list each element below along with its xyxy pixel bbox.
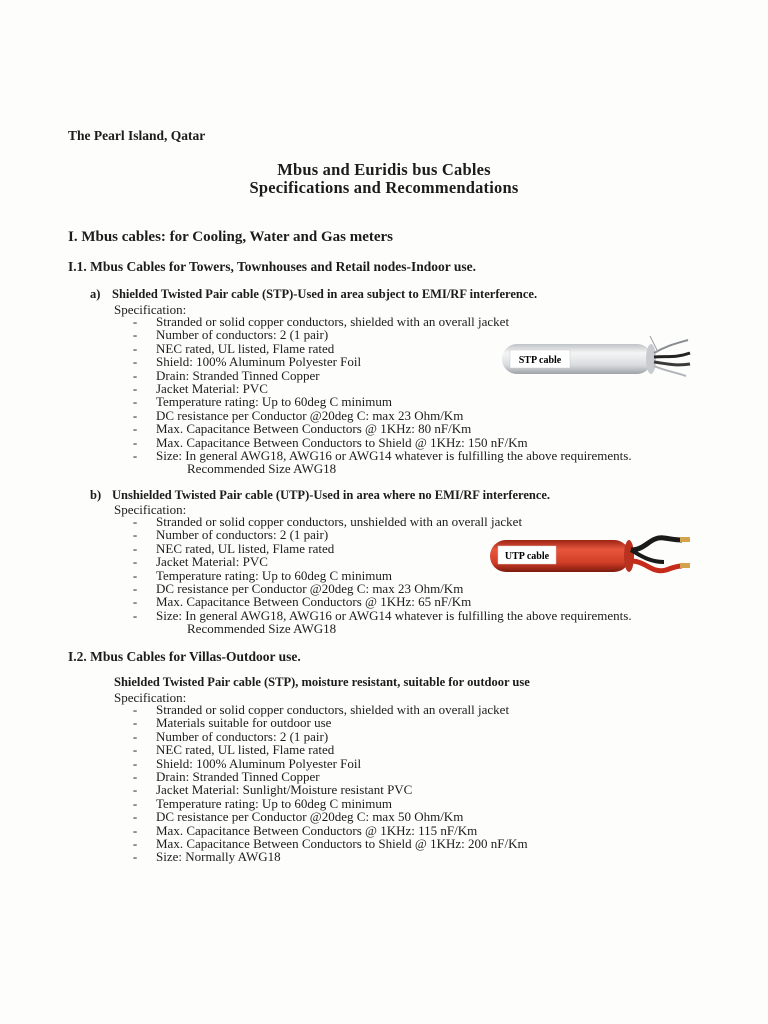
location-line: The Pearl Island, Qatar xyxy=(68,128,206,143)
list-item: - NEC rated, UL listed, Flame rated xyxy=(132,742,335,758)
subsection-heading-indoor: I.1. Mbus Cables for Towers, Townhouses and Retail nodes-Indoor use. xyxy=(68,259,476,274)
item-heading-utp-text: Unshielded Twisted Pair cable (UTP)-Used in area where no EMI/RF interference. xyxy=(112,488,551,502)
list-item: - Max. Capacitance Between Conductors @ 1KHz: 65 nF/Km xyxy=(132,594,472,610)
list-item: - Stranded or solid copper conductors, unshielded with an overall jacket xyxy=(132,514,523,529)
section-heading-mbus: I. Mbus cables: for Cooling, Water and Gas meters xyxy=(68,229,393,245)
list-item: - Size: In general AWG18, AWG16 or AWG14 whatever is fulfilling the above requirements. Recommended Size AWG18 xyxy=(132,448,632,477)
stp-cable-image xyxy=(498,326,694,384)
list-item: - Max. Capacitance Between Conductors to Shield @ 1KHz: 150 nF/Km xyxy=(132,434,528,450)
list-item: - Temperature rating: Up to 60deg C minimum xyxy=(132,394,392,410)
list-item: - Number of conductors: 2 (1 pair) xyxy=(132,527,329,543)
list-item: - DC resistance per Conductor @20deg C: max 23 Ohm/Km xyxy=(132,581,464,597)
list-item: - DC resistance per Conductor @20deg C: max 50 Ohm/Km xyxy=(132,809,464,825)
list-item: - Number of conductors: 2 (1 pair) xyxy=(132,327,329,343)
item-heading-stp xyxy=(90,287,537,302)
list-item: - Max. Capacitance Between Conductors to Shield @ 1KHz: 200 nF/Km xyxy=(132,836,528,852)
list-item: - Temperature rating: Up to 60deg C minimum xyxy=(132,795,392,811)
list-item: - Temperature rating: Up to 60deg C minimum xyxy=(132,567,392,583)
list-item: - Jacket Material: PVC xyxy=(132,381,268,397)
item-heading-stp-text: Shielded Twisted Pair cable (STP)-Used in area subject to EMI/RF interference. xyxy=(112,287,538,301)
spec-label-outdoor: Specification: xyxy=(114,690,187,705)
list-item: - Size: Normally AWG18 xyxy=(132,849,281,865)
item-marker-a: a) xyxy=(90,287,101,301)
list-item: - Drain: Stranded Tinned Copper xyxy=(132,769,320,785)
list-item: - Jacket Material: Sunlight/Moisture resistant PVC xyxy=(132,782,413,798)
item-marker-b: b) xyxy=(90,488,102,502)
list-item: - NEC rated, UL listed, Flame rated xyxy=(132,340,335,356)
spec-label-utp: Specification: xyxy=(114,502,187,517)
list-item: - Drain: Stranded Tinned Copper xyxy=(132,367,320,383)
document-subtitle: Specifications and Recommendations xyxy=(249,178,519,197)
document-title: Mbus and Euridis bus Cables xyxy=(277,160,491,179)
list-item: - Number of conductors: 2 (1 pair) xyxy=(132,728,329,744)
list-item: - Stranded or solid copper conductors, shielded with an overall jacket xyxy=(132,314,510,329)
list-item: - Max. Capacitance Between Conductors @ 1KHz: 80 nF/Km xyxy=(132,421,472,437)
list-item: - Shield: 100% Aluminum Polyester Foil xyxy=(132,354,362,370)
list-item: - Shield: 100% Aluminum Polyester Foil xyxy=(132,755,362,771)
list-item: - Max. Capacitance Between Conductors @ 1KHz: 115 nF/Km xyxy=(132,822,478,838)
utp-cable-label: UTP cable xyxy=(504,551,550,562)
list-item: - Jacket Material: PVC xyxy=(132,554,268,570)
list-item: - Stranded or solid copper conductors, shielded with an overall jacket xyxy=(132,702,510,717)
list-item: - Size: In general AWG18, AWG16 or AWG14 whatever is fulfilling the above requirements. Recommended Size AWG18 xyxy=(132,607,632,637)
list-item: - DC resistance per Conductor @20deg C: max 23 Ohm/Km xyxy=(132,407,464,423)
list-item: - Materials suitable for outdoor use xyxy=(132,715,332,731)
spec-label-stp: Specification: xyxy=(114,302,187,317)
recommended-size-stp: Recommended Size AWG18 xyxy=(187,461,337,477)
utp-cable-image xyxy=(488,528,694,580)
item-heading-utp xyxy=(90,488,550,503)
subsection-heading-outdoor: I.2. Mbus Cables for Villas-Outdoor use. xyxy=(68,649,301,664)
item-heading-outdoor-stp: Shielded Twisted Pair cable (STP), moisture resistant, suitable for outdoor use xyxy=(114,675,530,689)
list-item: - NEC rated, UL listed, Flame rated xyxy=(132,540,335,556)
stp-cable-label: STP cable xyxy=(518,355,562,366)
spec-list-outdoor xyxy=(130,703,528,864)
recommended-size-utp: Recommended Size AWG18 xyxy=(187,621,337,637)
